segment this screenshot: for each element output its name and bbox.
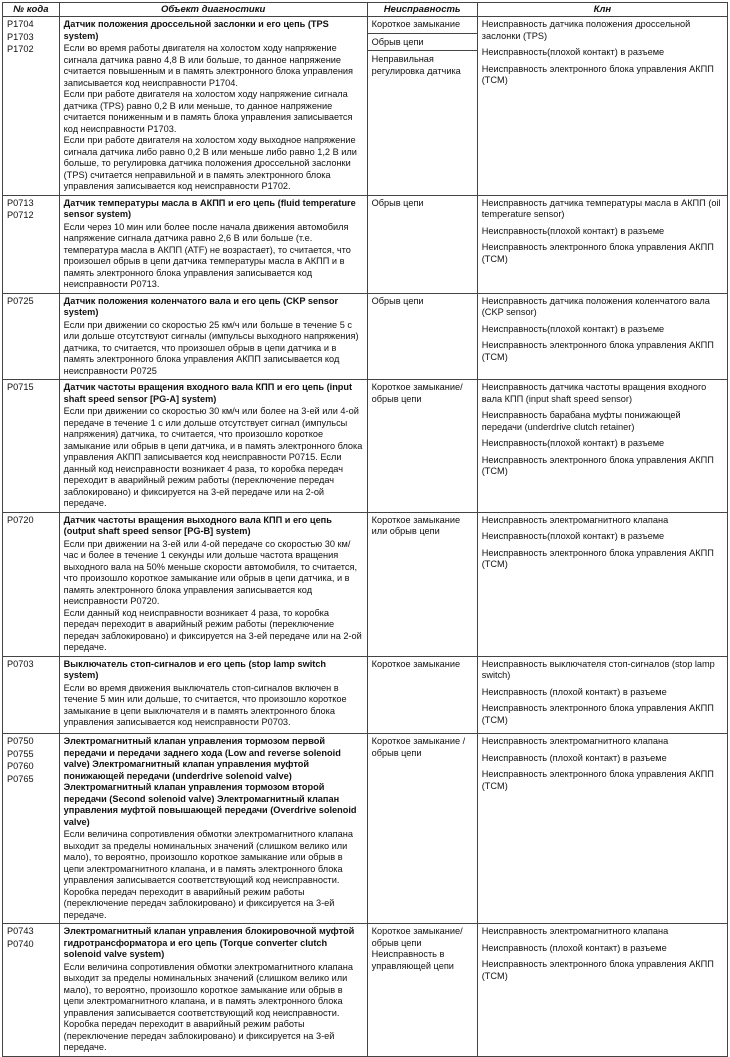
- fault-type: Короткое замыкание /обрыв цепи: [371, 736, 466, 758]
- dtc-code: P0703: [7, 658, 34, 669]
- object-title: Электромагнитный клапан управления тормозом первой передачи и передачи заднего хода (Low and reverse solenoid valve) Электромагнитный клапан управления муфтой понижающей передачи (underdrive solenoid valve) Электромагнитный клапан управления тормозом второй передачи (Second solenoid valve) Электромагнитный клапан управления муфтой повышающей передачи (Overdrive solenoid valve): [63, 736, 357, 827]
- dtc-code: P0740: [7, 938, 34, 949]
- object-cell: [59, 656, 367, 734]
- probable-cause: Неисправность выключателя стоп-сигналов (stop lamp switch): [481, 658, 715, 680]
- dtc-code: P0743: [7, 926, 34, 936]
- dtc-code: P1703: [7, 31, 34, 42]
- dtc-code: P1702: [7, 44, 34, 54]
- dtc-code: P0720: [7, 514, 34, 525]
- dtc-code: P1704: [7, 19, 34, 29]
- object-description: Если при движении со скоростью 25 км/ч или больше в течение 5 с или дольше отсутствуют сигналы (импульсы выходного напряжения) датчика, то считается, что произошел обрыв в цепи датчика и в память электронного блока управления АКПП записывается код неисправности P0725: [63, 319, 359, 376]
- fault-type: Обрыв цепи: [371, 197, 424, 208]
- fault-type: Короткое замыкание или обрыв цепи: [371, 514, 461, 536]
- probable-cause: Неисправность (плохой контакт) в разъеме: [481, 686, 667, 697]
- dtc-code: P0755: [7, 748, 34, 759]
- probable-cause: Неисправность(плохой контакт) в разъеме: [481, 438, 665, 448]
- dtc-code: P0765: [7, 773, 34, 784]
- action-cell: [477, 293, 727, 380]
- code-cell: [3, 195, 60, 293]
- probable-cause: Неисправность(плохой контакт) в разъеме: [481, 531, 665, 541]
- probable-cause: Неисправность датчика частоты вращения входного вала КПП (input shaft speed sensor): [481, 382, 707, 404]
- table-body: [3, 17, 728, 1057]
- probable-cause: Неисправность (плохой контакт) в разъеме: [481, 752, 667, 763]
- fault-cell: [367, 380, 477, 513]
- object-title: Датчик положения дроссельной заслонки и его цепь (TPS system): [63, 19, 329, 41]
- dtc-code: P0760: [7, 761, 34, 771]
- dtc-code: P0715: [7, 382, 34, 392]
- probable-cause: Неисправность датчика положения коленчатого вала (CKP sensor): [481, 295, 710, 317]
- action-cell: [477, 195, 727, 293]
- probable-cause: Неисправность электромагнитного клапана: [481, 926, 669, 936]
- table-row: [3, 656, 728, 734]
- fault-cell: [367, 924, 477, 1057]
- probable-cause: Неисправность (плохой контакт) в разъеме: [481, 942, 667, 953]
- code-cell: [3, 17, 60, 196]
- object-description: Если при движении на 3-ей или 4-ой передаче со скоростью 30 км/час и более в течение 1 секунды или дольше частота вращения выходного вала на 50% меньше скорости автомобиля, то считается, что произошло короткое замыкание или обрыв в цепи датчика, и в память электронного блока управления записывается код неисправности P0720.: [63, 538, 358, 606]
- table-row: [3, 924, 728, 1057]
- action-cell: [477, 924, 727, 1057]
- object-description: Если величина сопротивления обмотки электромагнитного клапана выходит за пределы номинальных значений (слишком велико или мало), то вероятно, произошло короткое замыкание или обрыв в цепи электромагнитного клапана, и в память электронного блока управления записывается соответствующий код неисправности.: [63, 961, 353, 1018]
- fault-type: Неисправность в управляющей цепи: [371, 949, 454, 971]
- object-description: Если через 10 мин или более после начала движения автомобиля напряжение сигнала датчика равно 2,6 В или больше (т.е. температура масла в АКПП (ATF) не возрастает), то считается, что произошел обрыв в цепи датчика температуры масла в АКПП и в память электронного блока управления записывается код неисправности P0713.: [63, 221, 351, 289]
- object-title: Электромагнитный клапан управления блокировочной муфтой гидротрансформатора и его цепь (Torque converter clutch solenoid valve system): [63, 926, 355, 959]
- object-description: Коробка передач переходит в аварийный режим работы (переключение передач заблокировано) и фиксируется на 3-ей передаче.: [63, 1019, 335, 1052]
- fault-cell: [367, 17, 477, 196]
- header-fault: Неисправность: [367, 3, 477, 17]
- probable-cause: Неисправность электронного блока управления АКПП (TCM): [481, 340, 714, 362]
- table-row: [3, 293, 728, 380]
- probable-cause: Неисправность электронного блока управления АКПП (TCM): [481, 959, 714, 981]
- object-cell: [59, 734, 367, 924]
- object-title: Выключатель стоп-сигналов и его цепь (stop lamp switch system): [63, 658, 327, 680]
- fault-cell: [367, 293, 477, 380]
- code-cell: [3, 293, 60, 380]
- code-cell: [3, 734, 60, 924]
- action-cell: [477, 656, 727, 734]
- fault-type: Короткое замыкание: [368, 19, 477, 34]
- fault-type: Обрыв цепи: [368, 37, 477, 52]
- table-row: [3, 380, 728, 513]
- fault-type: Короткое замыкание/ обрыв цепи: [371, 926, 463, 948]
- dtc-code: P0750: [7, 736, 34, 746]
- fault-type: Короткое замыкание/ обрыв цепи: [371, 382, 463, 404]
- probable-cause: Неисправность датчика температуры масла в АКПП (oil temperature sensor): [481, 197, 721, 219]
- probable-cause: Неисправность электромагнитного клапана: [481, 514, 669, 525]
- code-cell: [3, 924, 60, 1057]
- table-header-row: [3, 3, 728, 17]
- probable-cause: Неисправность барабана муфты понижающей передачи (underdrive clutch retainer): [481, 410, 681, 432]
- probable-cause: Неисправность(плохой контакт) в разъеме: [481, 47, 665, 57]
- probable-cause: Неисправность электромагнитного клапана: [481, 736, 669, 746]
- action-cell: [477, 512, 727, 656]
- fault-cell: [367, 656, 477, 734]
- code-cell: [3, 656, 60, 734]
- table-row: [3, 512, 728, 656]
- object-description: Если при работе двигателя на холостом ходу напряжение сигнала датчика (TPS) равно 0,2 В или меньше, то данное напряжение считается пониженным и в память блока управления записывается код неисправности P1703.: [63, 89, 353, 134]
- probable-cause: Неисправность(плохой контакт) в разъеме: [481, 225, 665, 236]
- diagnostic-code-table: [2, 2, 728, 1057]
- fault-cell: [367, 512, 477, 656]
- object-description: Если при движении со скоростью 30 км/ч или более на 3-ей или 4-ой передаче в течение 1 с или дольше отсутствует сигнал (импульсы напряжения) датчика, то считается, что произошло короткое замыкание или обрыв в цепи датчика, и в память электронного блока управления АКПП записывается код неисправности P0715. Если данный код неисправности возникает 4 раза, то коробка передач переходит в аварийный режим работы (переключение передач заблокировано) и фиксируется на 3-ей передаче или на 2-ой передаче.: [63, 406, 363, 508]
- dtc-code: P0712: [7, 210, 34, 220]
- fault-type: Короткое замыкание: [371, 658, 461, 669]
- object-cell: [59, 293, 367, 380]
- probable-cause: Неисправность электронного блока управления АКПП (TCM): [481, 242, 714, 264]
- fault-cell: [367, 734, 477, 924]
- header-code: № кода: [3, 3, 60, 17]
- header-action: Клн: [477, 3, 727, 17]
- probable-cause: Неисправность электронного блока управления АКПП (TCM): [481, 769, 714, 791]
- object-title: Датчик температуры масла в АКПП и его цепь (fluid temperature sensor system): [63, 197, 356, 219]
- probable-cause: Неисправность электронного блока управления АКПП (TCM): [481, 703, 714, 725]
- object-description: Если при работе двигателя на холостом ходу выходное напряжение сигнала датчика либо равно 0,2 В или меньше либо равно 1,2 В или больше, то регулировка датчика положения дроссельной заслонки (TPS) считается неправильной и в память электронного блока управления записывается код неисправности P1702.: [63, 135, 357, 191]
- object-description: Если во время движения выключатель стоп-сигналов включен в течение 5 мин или дольше, то считается, что произошло короткое замыкание в цепи выключателя и в память электронного блока управления записывается код неисправности P0703.: [63, 682, 347, 727]
- object-title: Датчик положения коленчатого вала и его цепь (CKP sensor system): [63, 295, 339, 317]
- probable-cause: Неисправность электронного блока управления АКПП (TCM): [481, 454, 714, 476]
- header-object: Объект диагностики: [59, 3, 367, 17]
- probable-cause: Неисправность датчика положения дроссельной заслонки (TPS): [481, 19, 691, 41]
- object-title: Датчик частоты вращения выходного вала КПП и его цепь (output shaft speed sensor [PG-B] system): [63, 514, 332, 536]
- action-cell: [477, 734, 727, 924]
- action-cell: [477, 380, 727, 513]
- probable-cause: Неисправность(плохой контакт) в разъеме: [481, 323, 665, 334]
- action-cell: [477, 17, 727, 196]
- fault-type: Неправильная регулировка датчика: [371, 54, 461, 76]
- fault-type: Обрыв цепи: [371, 295, 424, 306]
- probable-cause: Неисправность электронного блока управления АКПП (TCM): [481, 63, 714, 85]
- object-cell: [59, 924, 367, 1057]
- code-cell: [3, 380, 60, 513]
- object-description: Если величина сопротивления обмотки электромагнитного клапана выходит за пределы номинальных значений (слишком велико или мало), то вероятно, произошло короткое замыкание или обрыв в цепи электромагнитного клапана, и в память электронного блока управления записывается соответствующий код неисправности. Коробка передач переходит в аварийный режим работы (переключение передач заблокировано) и фиксируется на 3-ей передаче.: [63, 829, 353, 920]
- object-description: Если данный код неисправности возникает 4 раза, то коробка передач переходит в аварийный режим работы (переключение передач заблокировано) и фиксируется на 3-ей передаче или на 2-ой передаче.: [63, 607, 362, 652]
- object-title: Датчик частоты вращения входного вала КПП и его цепь (input shaft speed sensor [PG-A] system): [63, 382, 353, 404]
- object-description: Если во время работы двигателя на холостом ходу напряжение сигнала датчика равно 4,8 В или больше, то данное напряжение считается повышенным и в память электронного блока управления записывается код неисправности P1704.: [63, 43, 354, 88]
- fault-cell: [367, 195, 477, 293]
- dtc-code: P0725: [7, 295, 34, 306]
- table-row: [3, 17, 728, 196]
- table-row: [3, 195, 728, 293]
- dtc-code: P0713: [7, 197, 34, 208]
- table-row: [3, 734, 728, 924]
- probable-cause: Неисправность электронного блока управления АКПП (TCM): [481, 547, 714, 569]
- code-cell: [3, 512, 60, 656]
- object-cell: [59, 17, 367, 196]
- object-cell: [59, 512, 367, 656]
- object-cell: [59, 195, 367, 293]
- object-cell: [59, 380, 367, 513]
